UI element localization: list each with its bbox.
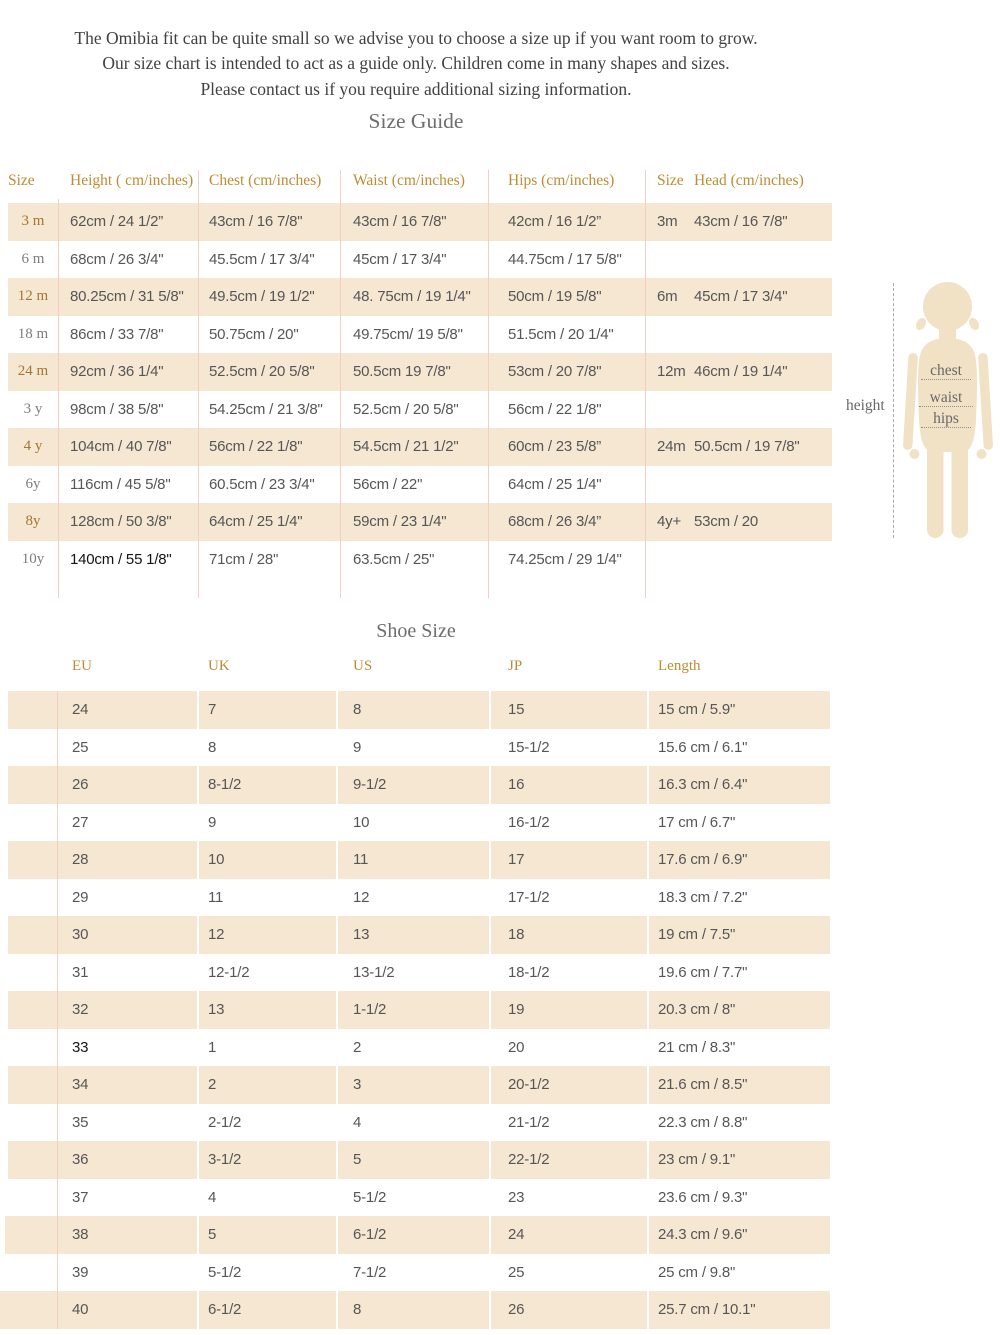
cell-jp: 20-1/2 <box>508 1076 550 1093</box>
size-table-row <box>0 241 832 279</box>
cell-eu: 25 <box>72 738 89 756</box>
cell-length: 21 cm / 8.3" <box>658 1038 736 1056</box>
cell-waist: 50.5cm 19 7/8" <box>353 363 451 380</box>
cell-waist: 45cm / 17 3/4" <box>353 250 447 268</box>
cell-eu: 38 <box>72 1226 89 1243</box>
cell-uk: 3-1/2 <box>208 1151 242 1168</box>
shoe-table-row <box>0 1141 830 1179</box>
shoe-table-row <box>0 1291 830 1329</box>
cell-us: 13 <box>353 926 370 943</box>
cell-chest: 71cm / 28" <box>209 550 279 568</box>
cell-chest: 50.75cm / 20" <box>209 325 299 343</box>
cell-chest: 45.5cm / 17 3/4" <box>209 250 315 268</box>
intro-line: Our size chart is intended to act as a guide only. Children come in many shapes and sizes. <box>102 53 730 74</box>
hips-label: hips <box>921 410 971 428</box>
cell-uk: 5 <box>208 1226 217 1243</box>
size-table-row <box>0 203 832 241</box>
cell-jp: 17 <box>508 851 525 868</box>
cell-us: 6-1/2 <box>353 1226 387 1243</box>
cell-height: 68cm / 26 3/4" <box>70 250 164 268</box>
cell-jp: 16 <box>508 776 525 793</box>
size-table-row <box>0 353 832 391</box>
column-divider <box>340 170 341 598</box>
cell-waist: 52.5cm / 20 5/8" <box>353 400 459 418</box>
cell-uk: 6-1/2 <box>208 1301 242 1318</box>
column-divider <box>336 691 338 1329</box>
col-header-eu: EU <box>72 658 92 674</box>
cell-size: 8y <box>25 513 41 529</box>
cell-chest: 54.25cm / 21 3/8" <box>209 400 323 418</box>
column-divider <box>488 170 489 598</box>
cell-us: 2 <box>353 1038 362 1056</box>
cell-height: 116cm / 45 5/8" <box>70 475 171 493</box>
shoe-table-row <box>0 841 830 879</box>
cell-size: 24 m <box>17 363 49 379</box>
cell-uk: 2-1/2 <box>208 1113 242 1131</box>
size-guide-title: Size Guide <box>368 109 464 133</box>
cell-eu: 27 <box>72 813 89 831</box>
cell-size: 6y <box>25 475 41 492</box>
cell-length: 17.6 cm / 6.9" <box>658 851 748 868</box>
cell-eu: 32 <box>72 1001 89 1018</box>
cell-length: 25 cm / 9.8" <box>658 1263 736 1281</box>
cell-eu: 24 <box>72 701 89 718</box>
cell-waist: 43cm / 16 7/8" <box>353 213 447 230</box>
shoe-size-table <box>0 691 830 1329</box>
shoe-table-row <box>0 729 830 767</box>
cell-size: 10y <box>21 550 45 567</box>
cell-size: 4 y <box>23 438 43 454</box>
cell-us: 8 <box>353 1301 362 1318</box>
size-table-row <box>0 391 832 429</box>
cell-jp: 24 <box>508 1226 525 1243</box>
cell-us: 5 <box>353 1151 362 1168</box>
cell-head: 53cm / 20 <box>694 513 759 530</box>
col-header-chest: Chest (cm/inches) <box>209 172 322 189</box>
cell-eu: 28 <box>72 851 89 868</box>
cell-hips: 50cm / 19 5/8" <box>508 288 602 305</box>
cell-uk: 5-1/2 <box>208 1263 242 1281</box>
cell-eu: 39 <box>72 1263 89 1281</box>
cell-us: 3 <box>353 1076 362 1093</box>
size-table-row <box>0 316 832 354</box>
size-table-row <box>0 541 832 579</box>
col-header-waist: Waist (cm/inches) <box>353 172 465 189</box>
col-header-us: US <box>353 658 373 674</box>
intro-line: The Omibia fit can be quite small so we advise you to choose a size up if you want room to grow. <box>74 28 758 48</box>
cell-eu: 37 <box>72 1188 89 1206</box>
cell-us: 12 <box>353 888 370 906</box>
cell-head_size: 24m <box>657 438 686 455</box>
cell-uk: 12 <box>208 926 225 943</box>
cell-height: 98cm / 38 5/8" <box>70 400 164 418</box>
cell-length: 23.6 cm / 9.3" <box>658 1188 748 1206</box>
shoe-table-row <box>0 766 830 804</box>
cell-length: 24.3 cm / 9.6" <box>658 1226 748 1243</box>
cell-jp: 17-1/2 <box>508 888 550 906</box>
cell-eu: 36 <box>72 1151 89 1168</box>
cell-jp: 22-1/2 <box>508 1151 550 1168</box>
cell-chest: 52.5cm / 20 5/8" <box>209 363 315 380</box>
cell-length: 15 cm / 5.9" <box>658 701 736 718</box>
cell-us: 11 <box>353 851 369 868</box>
cell-jp: 19 <box>508 1001 525 1018</box>
cell-us: 1-1/2 <box>353 1001 387 1018</box>
cell-waist: 63.5cm / 25" <box>353 550 435 568</box>
cell-length: 23 cm / 9.1" <box>658 1151 736 1168</box>
cell-waist: 54.5cm / 21 1/2" <box>353 438 459 455</box>
cell-length: 16.3 cm / 6.4" <box>658 776 748 793</box>
cell-hips: 56cm / 22 1/8" <box>508 400 602 418</box>
intro-text <box>0 26 832 102</box>
cell-uk: 1 <box>208 1038 217 1056</box>
cell-length: 15.6 cm / 6.1" <box>658 738 748 756</box>
intro-line: Please contact us if you require additional sizing information. <box>200 78 632 99</box>
cell-hips: 51.5cm / 20 1/4" <box>508 325 614 343</box>
col-header-jp: JP <box>508 658 523 674</box>
cell-us: 5-1/2 <box>353 1188 387 1206</box>
cell-eu: 31 <box>72 963 89 981</box>
cell-jp: 20 <box>508 1038 525 1056</box>
cell-head_size: 6m <box>657 288 678 305</box>
shoe-table-row <box>0 1104 830 1142</box>
shoe-table-row <box>0 991 830 1029</box>
cell-hips: 60cm / 23 5/8” <box>508 438 602 455</box>
size-table-row <box>0 466 832 504</box>
column-divider <box>197 691 199 1329</box>
shoe-table-row <box>0 1066 830 1104</box>
size-table-row <box>0 503 832 541</box>
column-divider <box>198 170 199 598</box>
cell-jp: 18-1/2 <box>508 963 550 981</box>
cell-eu: 33 <box>72 1038 89 1056</box>
cell-length: 19.6 cm / 7.7" <box>658 963 748 981</box>
cell-chest: 49.5cm / 19 1/2" <box>209 288 315 305</box>
shoe-size-title: Shoe Size <box>376 620 456 642</box>
cell-uk: 2 <box>208 1076 217 1093</box>
cell-jp: 18 <box>508 926 525 943</box>
cell-waist: 56cm / 22" <box>353 475 423 493</box>
cell-uk: 8 <box>208 738 217 756</box>
shoe-table-row <box>0 916 830 954</box>
cell-eu: 29 <box>72 888 89 906</box>
cell-eu: 34 <box>72 1076 89 1093</box>
shoe-table-row <box>0 1029 830 1067</box>
col-header-length: Length <box>658 658 701 674</box>
cell-size: 3 y <box>23 400 43 417</box>
shoe-table-row <box>0 1254 830 1292</box>
column-divider <box>645 170 646 598</box>
cell-uk: 4 <box>208 1188 217 1206</box>
cell-length: 18.3 cm / 7.2" <box>658 888 748 906</box>
cell-uk: 13 <box>208 1001 225 1018</box>
cell-uk: 9 <box>208 813 217 831</box>
cell-size: 6 m <box>21 250 45 267</box>
cell-uk: 12-1/2 <box>208 963 250 981</box>
cell-length: 21.6 cm / 8.5" <box>658 1076 748 1093</box>
size-table-row <box>0 428 832 466</box>
height-measure-line <box>893 283 894 538</box>
cell-height: 128cm / 50 3/8" <box>70 513 172 530</box>
cell-us: 8 <box>353 701 362 718</box>
cell-waist: 49.75cm/ 19 5/8" <box>353 325 463 343</box>
cell-length: 20.3 cm / 8" <box>658 1001 736 1018</box>
cell-jp: 16-1/2 <box>508 813 550 831</box>
cell-uk: 7 <box>208 701 217 718</box>
col-header-hips: Hips (cm/inches) <box>508 172 615 189</box>
shoe-table-row <box>0 804 830 842</box>
shoe-table-row <box>0 1179 830 1217</box>
cell-uk: 10 <box>208 851 225 868</box>
cell-size: 3 m <box>21 213 45 229</box>
cell-eu: 35 <box>72 1113 89 1131</box>
cell-hips: 68cm / 26 3/4” <box>508 513 602 530</box>
size-table <box>0 203 832 578</box>
cell-chest: 64cm / 25 1/4" <box>209 513 303 530</box>
height-label: height <box>846 397 885 414</box>
cell-hips: 42cm / 16 1/2” <box>508 213 602 230</box>
col-header-height: Height ( cm/inches) <box>70 172 194 189</box>
column-divider <box>489 691 491 1329</box>
shoe-table-row <box>0 879 830 917</box>
shoe-table-row <box>0 954 830 992</box>
cell-length: 19 cm / 7.5" <box>658 926 736 943</box>
cell-chest: 56cm / 22 1/8" <box>209 438 303 455</box>
cell-size: 18 m <box>17 325 49 342</box>
col-header-size: Size <box>8 172 35 189</box>
cell-eu: 30 <box>72 926 89 943</box>
cell-height: 92cm / 36 1/4" <box>70 363 164 380</box>
chest-label: chest <box>921 362 971 380</box>
col-header-head-size: Size <box>657 172 684 189</box>
cell-chest: 60.5cm / 23 3/4" <box>209 475 315 493</box>
cell-jp: 26 <box>508 1301 525 1318</box>
cell-jp: 21-1/2 <box>508 1113 550 1131</box>
cell-uk: 11 <box>208 888 224 906</box>
cell-size: 12 m <box>17 288 49 304</box>
cell-chest: 43cm / 16 7/8" <box>209 213 303 230</box>
cell-us: 4 <box>353 1113 362 1131</box>
cell-head_size: 3m <box>657 213 678 230</box>
cell-jp: 25 <box>508 1263 525 1281</box>
cell-height: 86cm / 33 7/8" <box>70 325 164 343</box>
cell-us: 9-1/2 <box>353 776 387 793</box>
cell-waist: 59cm / 23 1/4" <box>353 513 447 530</box>
cell-jp: 15-1/2 <box>508 738 550 756</box>
cell-waist: 48. 75cm / 19 1/4" <box>353 288 471 305</box>
cell-height: 140cm / 55 1/8" <box>70 550 172 568</box>
cell-jp: 23 <box>508 1188 525 1206</box>
cell-hips: 74.25cm / 29 1/4" <box>508 550 622 568</box>
cell-head: 43cm / 16 7/8" <box>694 213 788 230</box>
cell-us: 10 <box>353 813 370 831</box>
col-header-uk: UK <box>208 658 230 674</box>
col-header-head: Head (cm/inches) <box>694 172 804 189</box>
cell-hips: 64cm / 25 1/4" <box>508 475 602 493</box>
cell-uk: 8-1/2 <box>208 776 242 793</box>
column-divider <box>57 691 58 1329</box>
shoe-table-row <box>0 691 830 729</box>
size-table-row <box>0 278 832 316</box>
cell-jp: 15 <box>508 701 525 718</box>
cell-head: 50.5cm / 19 7/8" <box>694 438 800 455</box>
cell-length: 17 cm / 6.7" <box>658 813 736 831</box>
cell-us: 13-1/2 <box>353 963 395 981</box>
column-divider <box>647 691 649 1329</box>
cell-height: 104cm / 40 7/8" <box>70 438 172 455</box>
cell-length: 25.7 cm / 10.1" <box>658 1301 756 1318</box>
cell-length: 22.3 cm / 8.8" <box>658 1113 748 1131</box>
cell-height: 80.25cm / 31 5/8" <box>70 288 184 305</box>
cell-head_size: 4y+ <box>657 513 682 530</box>
cell-hips: 44.75cm / 17 5/8" <box>508 250 622 268</box>
cell-eu: 26 <box>72 776 89 793</box>
cell-hips: 53cm / 20 7/8" <box>508 363 602 380</box>
cell-head: 46cm / 19 1/4" <box>694 363 788 380</box>
cell-head_size: 12m <box>657 363 686 380</box>
waist-label: waist <box>919 389 973 407</box>
cell-us: 7-1/2 <box>353 1263 387 1281</box>
cell-eu: 40 <box>72 1301 89 1318</box>
cell-height: 62cm / 24 1/2” <box>70 213 164 230</box>
cell-head: 45cm / 17 3/4" <box>694 288 788 305</box>
shoe-table-row <box>0 1216 830 1254</box>
cell-us: 9 <box>353 738 362 756</box>
column-divider <box>58 199 59 598</box>
